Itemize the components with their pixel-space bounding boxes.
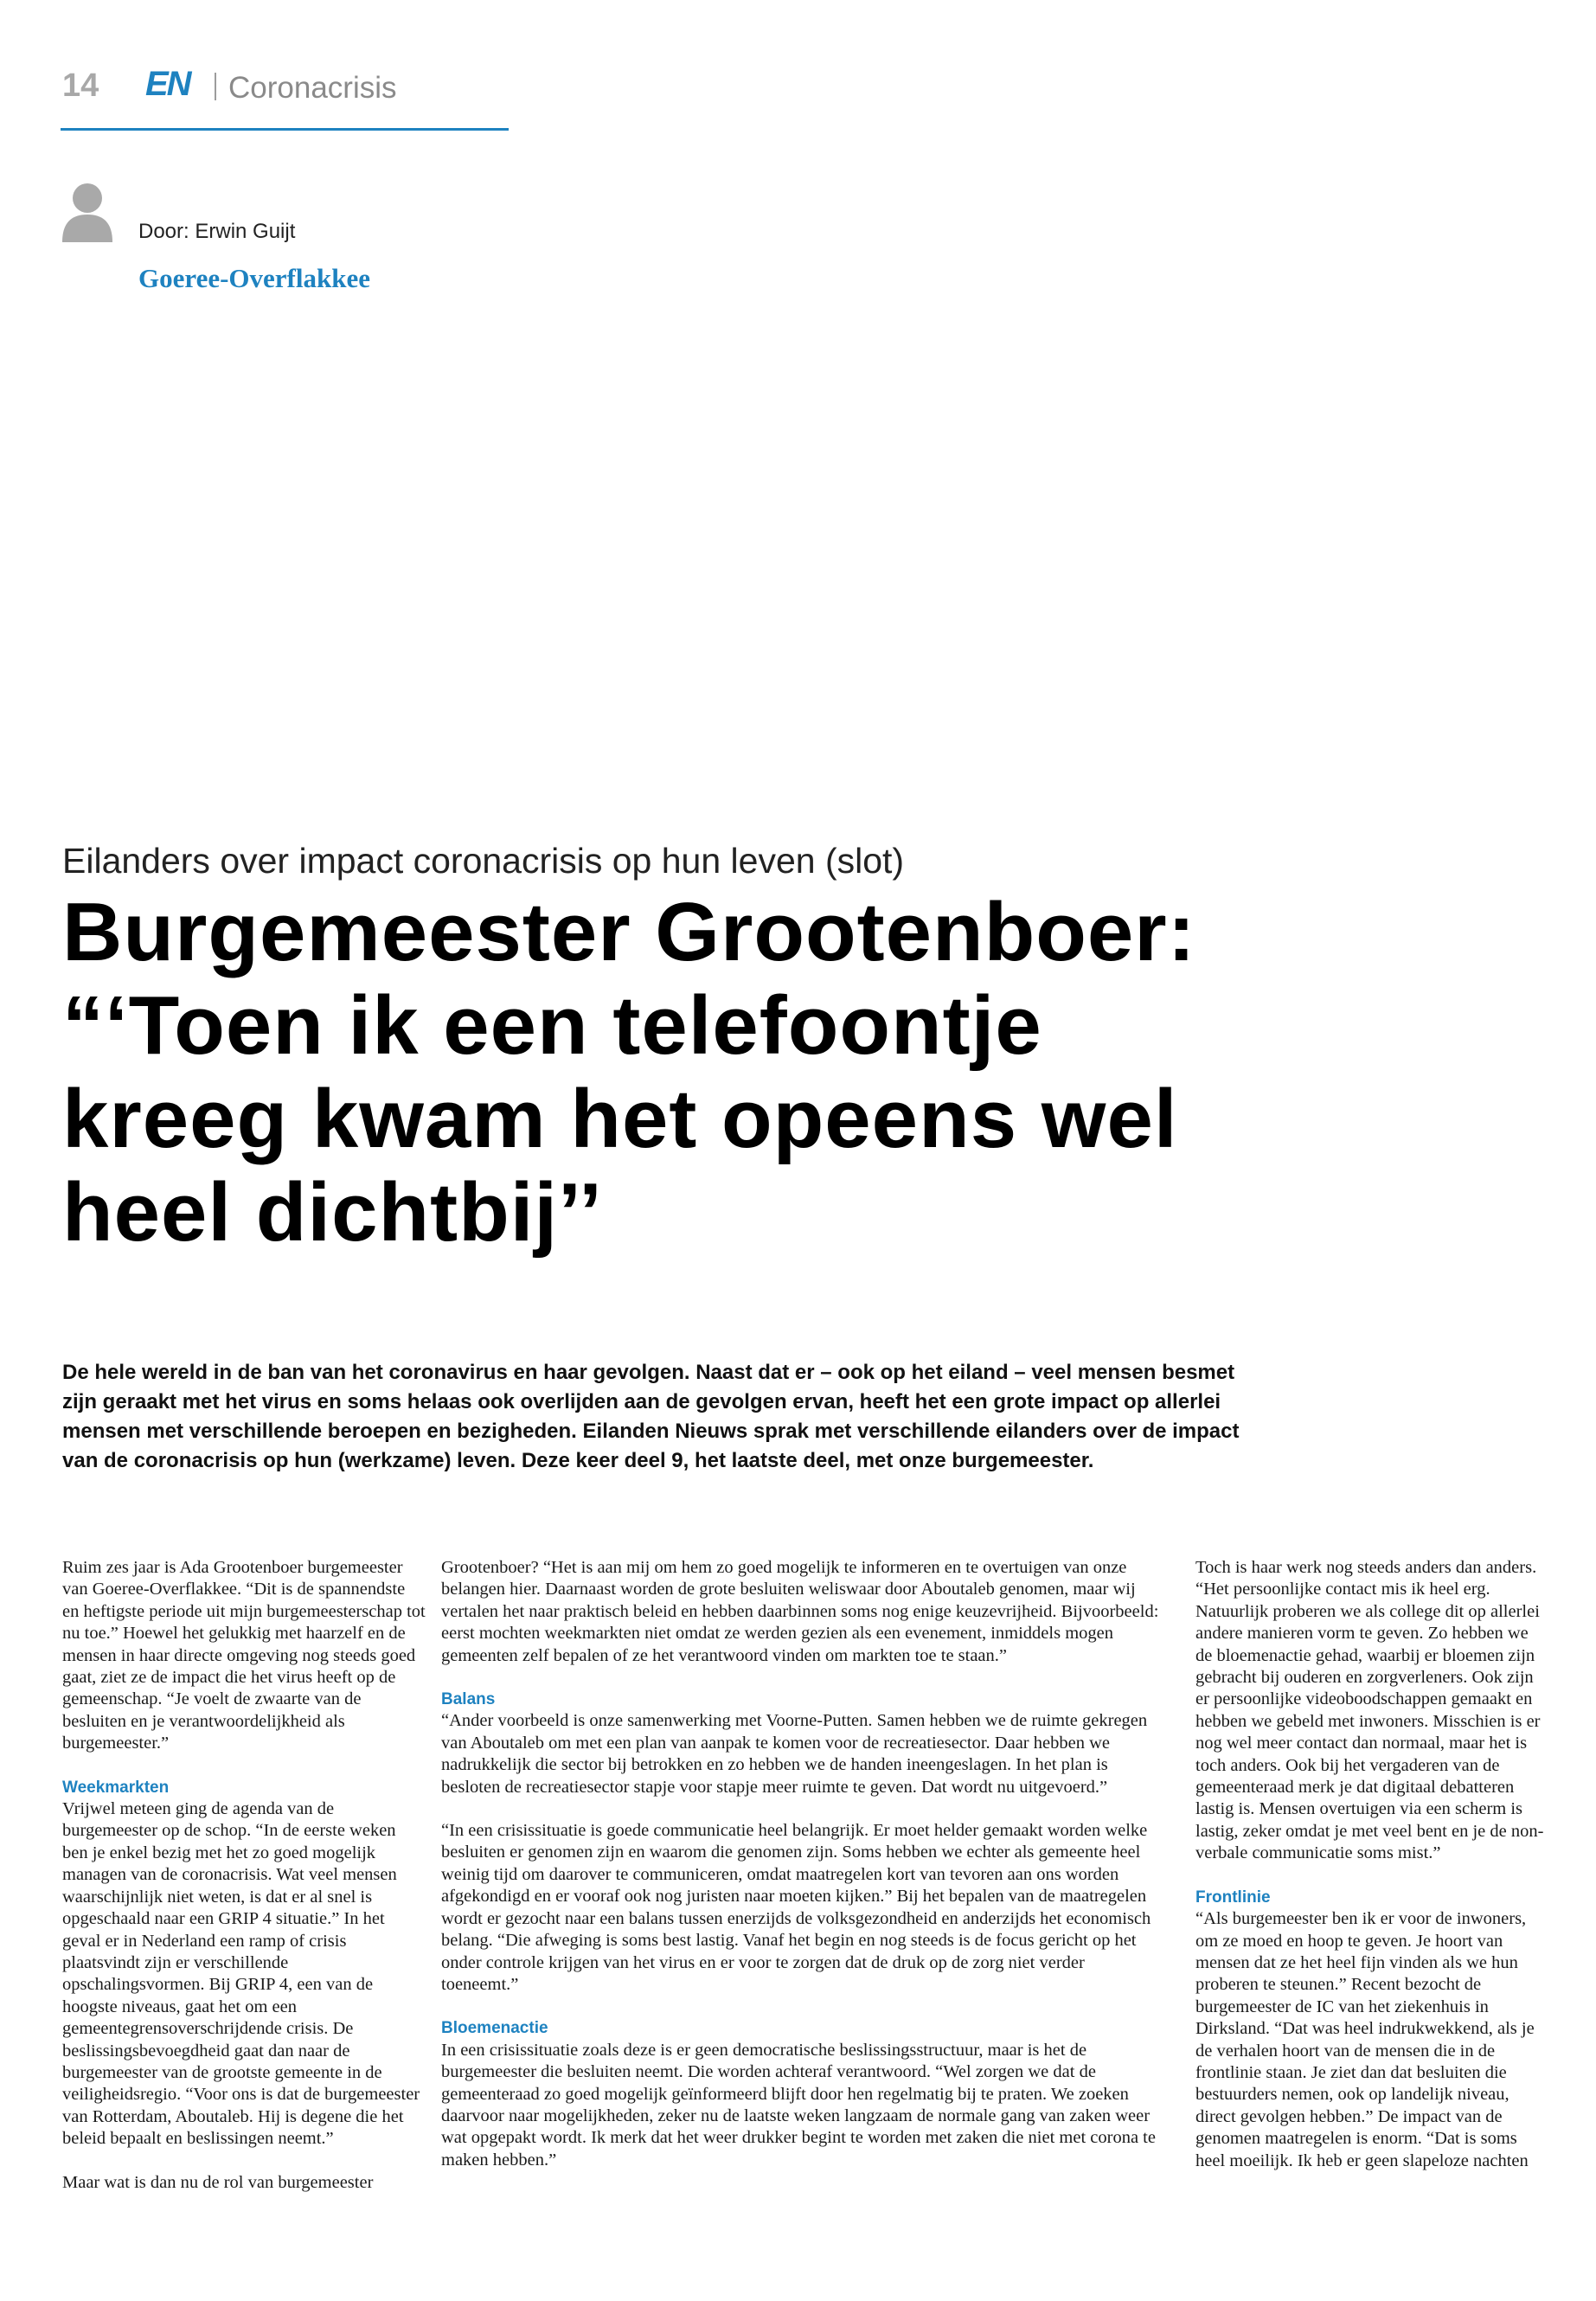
headline-line: “‘Toen ik een telefoontje <box>62 979 1042 1072</box>
region-label: Goeree-Overflakkee <box>138 263 370 293</box>
headline-line: heel dichtbij’’ <box>62 1166 603 1259</box>
headline-line: Burgemeester Grootenboer: <box>62 886 1196 978</box>
body-paragraph: Toch is haar werk nog steeds anders dan anders. “Het persoonlijke contact mis ik heel erg. Natuurlijk proberen we als college dit op allerlei andere manieren vorm te geven. Zo hebben we de bloemenactie gehad, waarbij er bloemen zijn gebracht bij ouderen en zorgverleners. Ook zijn er persoonlijke videoboodschappen gemaakt en hebben we gebeld met inwoners. Misschien is er nog wel meer contact dan normaal, maar het is toch anders. Ook bij het vergaderen van de gemeenteraad merk je dat digitaal debatteren lastig is. Mensen overtuigen via een scherm is lastig, zeker omdat je met veel bent en je de non-verbale communicatie soms mist.” <box>1195 1558 1544 1863</box>
author-avatar-icon <box>62 182 112 242</box>
brand-logo: EN <box>145 65 190 103</box>
body-paragraph: Grootenboer? “Het is aan mij om hem zo goed mogelijk te informeren en te overtuigen van onze belangen hier. Daarnaast worden de grote besluiten weliswaar door Aboutaleb genomen, maar wij vertalen het naar praktisch beleid en hebben daarbinnen soms nog enige keuzevrijheid. Bijvoorbeeld: eerst mochten weekmarkten niet omdat ze werden gezien als een evenement, inmiddels mogen gemeenten zelf bepalen of ze het verantwoord vinden om markten toe te staan.” <box>441 1558 1159 1665</box>
author-byline: Door: Erwin Guijt <box>138 220 296 243</box>
header-rule <box>61 128 509 131</box>
body-paragraph: Maar wat is dan nu de rol van burgemeester <box>62 2172 374 2192</box>
page-number: 14 <box>62 67 99 104</box>
header-divider <box>215 73 216 100</box>
body-paragraph: Vrijwel meteen ging de agenda van de burgemeester op de schop. “In de eerste weken ben je enkel bezig met het zo goed mogelijk managen van de coronacrisis. Wat veel mensen waarschijnlijk niet weten, is dat er al snel is opgeschaald naar een GRIP 4 situatie.” In het geval er in Nederland een ramp of crisis plaatsvindt zijn er verschillende opschalingsvormen. Bij GRIP 4, een van de hoogste niveaus, gaat het om een gemeentegrensoverschrijdende crisis. De beslissingsbevoegdheid gaat dan naar de burgemeester van de grootste gemeente in de veiligheidsregio. “Voor ons is dat de burgemeester van Rotterdam, Aboutaleb. Hij is degene die het beleid bepaalt en beslissingen neemt.” <box>62 1799 420 2149</box>
subheading: Bloemenactie <box>441 2019 548 2038</box>
section-title: Coronacrisis <box>228 71 397 105</box>
body-paragraph: In een crisissituatie zoals deze is er geen democratische beslissingsstructuur, maar is het de burgemeester die besluiten neemt. Die worden achteraf verantwoord. “Wel zorgen we dat de gemeenteraad zo goed mogelijk geïnformeerd blijft door hen regelmatig bij te praten. We zoeken daarvoor naar mogelijkheden, zeker nu de laatste weken langzaam de normale gang van zaken weer wat opgepakt wordt. Ik merk dat het weer drukker begint te worden met zaken die niet met corona te maken hebben.” <box>441 2040 1156 2170</box>
subheading: Balans <box>441 1690 496 1709</box>
lead-paragraph: De hele wereld in de ban van het coronavirus en haar gevolgen. Naast dat er – ook op het eiland – veel mensen besmet zijn geraakt met het virus en soms helaas ook overlijden aan de gevolgen ervan, heeft het een grote impact op allerlei mensen met verschillende beroepen en bezigheden. Eilanden Nieuws sprak met verschillende eilanders over de impact van de coronacrisis op hun (werkzame) leven. Deze keer deel 9, het laatste deel, met onze burgemeester. <box>62 1361 1240 1472</box>
headline-line: kreeg kwam het opeens wel <box>62 1073 1178 1165</box>
column-1 <box>62 1557 426 2215</box>
subheading: Weekmarkten <box>62 1778 170 1797</box>
column-3 <box>1195 1557 1546 2194</box>
column-2 <box>441 1557 1159 2193</box>
body-paragraph: “Ander voorbeeld is onze samenwerking met Voorne-Putten. Samen hebben we de ruimte gekregen van Aboutaleb om met een plan van aanpak te komen voor de recreatiesector. Daar hebben we nadrukkelijk die sector bij betrokken en zo hebben we de handen ineengeslagen. In het plan is besloten de recreatiesector stapje voor stapje meer ruimte te geven. Dat wordt nu uitgevoerd.” <box>441 1711 1148 1797</box>
kicker: Eilanders over impact coronacrisis op hun leven (slot) <box>62 841 905 881</box>
body-paragraph: “Als burgemeester ben ik er voor de inwoners, om ze moed en hoop te geven. Je hoort van mensen dat ze het heel fijn vinden als we hun proberen te steunen.” Recent bezocht de burgemeester de IC van het ziekenhuis in Dirksland. “Dat was heel indrukwekkend, als je de verhalen hoort van de mensen die in de frontlinie staan. Je ziet dan dat besluiten die bestuurders nemen, ook op landelijk niveau, direct gevolgen hebben.” De impact van de genomen maatregelen is enorm. “Dat is soms heel moeilijk. Ik heb er geen slapeloze nachten <box>1195 1909 1535 2170</box>
headline <box>62 886 1360 1259</box>
body-paragraph: Ruim zes jaar is Ada Grootenboer burgemeester van Goeree-Overflakkee. “Dit is de spannendste en heftigste periode uit mijn burgemeesterschap tot nu toe.” Hoewel het gelukkig met haarzelf en de mensen in haar directe omgeving nog steeds goed gaat, ziet ze de impact die het virus heeft op de gemeenschap. “Je voelt de zwaarte van de besluiten en je verantwoordelijkheid als burgemeester.” <box>62 1558 426 1753</box>
subheading: Frontlinie <box>1195 1888 1271 1907</box>
body-paragraph: “In een crisissituatie is goede communicatie heel belangrijk. Er moet helder gemaakt worden welke besluiten er genomen zijn en waarom die genomen zijn. Soms hebben we echter als gemeente heel weinig tijd om daarover te communiceren, omdat maatregelen kort van tevoren aan ons worden afgekondigd en er vooraf ook nog juristen naar moeten kijken.” Bij het bepalen van de maatregelen wordt er gezocht naar een balans tussen enerzijds de volksgezondheid en anderzijds het economisch belang. “Die afweging is soms best lastig. Vanaf het begin en nog steeds is de focus gericht op het onder controle krijgen van het virus en er voor te zorgen dat de druk op de zorg niet verder toeneemt.” <box>441 1821 1151 1994</box>
